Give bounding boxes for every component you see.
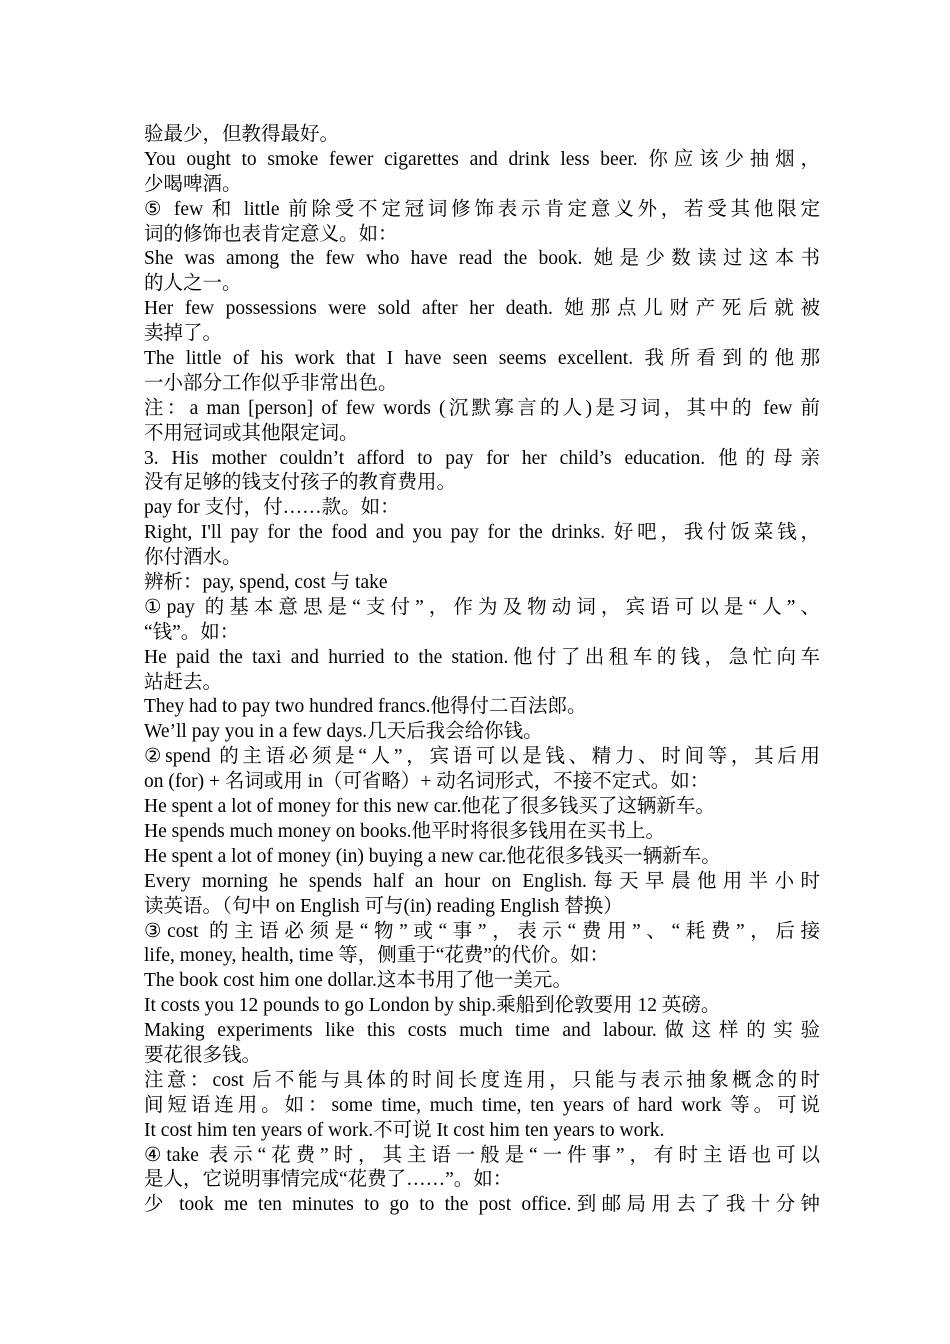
text-line: You ought to smoke fewer cigarettes and drink less beer. 你应该少抽烟， (144, 148, 820, 170)
text-line: He spent a lot of money (in) buying a new car.他花很多钱买一辆新车。 (144, 845, 721, 867)
document-body (144, 123, 820, 1218)
text-line: Every morning he spends half an hour on English.每天早晨他用半小时 (144, 870, 820, 892)
text-line: ①pay 的基本意思是“支付”，作为及物动词，宾语可以是“人”、 (144, 596, 820, 618)
text-line: She was among the few who have read the book. 她是少数读过这本书 (144, 248, 820, 270)
text-line: 一小部分工作似乎非常出色。 (144, 372, 398, 394)
text-line: life, money, health, time 等，侧重于“花费”的代价。如： (144, 945, 610, 967)
text-line: 3. His mother couldn’t afford to pay for her child’s education. 他的母亲 (144, 447, 820, 469)
text-line: It costs you 12 pounds to go London by ship.乘船到伦敦要用 12 英磅。 (144, 995, 721, 1017)
text-line: 注：a man [person] of few words (沉默寡言的人)是习词，其中的 few 前 (144, 397, 820, 419)
text-line: Her few possessions were sold after her death. 她那点儿财产死后就被 (144, 298, 820, 320)
text-line: 不用冠词或其他限定词。 (144, 422, 359, 444)
text-line: on (for) + 名词或用 in（可省略）+ 动名词形式，不接不定式。如： (144, 771, 710, 793)
text-line: Right, I'll pay for the food and you pay for the drinks. 好吧，我付饭菜钱， (144, 522, 820, 544)
text-line: 的人之一。 (144, 273, 242, 295)
text-line: 验最少，但教得最好。 (144, 124, 340, 145)
text-line: 你付酒水。 (144, 547, 242, 569)
text-line: 读英语。（句中 on English 可与(in) reading English 替换） (144, 895, 623, 917)
text-line: He spent a lot of money for this new car.他花了很多钱买了这辆新车。 (144, 796, 715, 818)
text-line: 卖掉了。 (144, 323, 223, 345)
text-line: pay for 支付，付……款。如： (144, 497, 400, 519)
text-line: The little of his work that I have seen seems excellent. 我所看到的他那 (144, 348, 820, 370)
text-line: He paid the taxi and hurried to the station.他付了出租车的钱，急忙向车 (144, 646, 820, 668)
text-line: 少 took me ten minutes to go to the post office.到邮局用去了我十分钟 (144, 1194, 820, 1216)
text-line: 间短语连用。如：some time, much time, ten years of hard work 等。可说 (144, 1094, 820, 1116)
text-line: 注意：cost 后不能与具体的时间长度连用，只能与表示抽象概念的时 (144, 1069, 820, 1091)
text-line: 站赶去。 (144, 671, 223, 693)
text-line: ④take 表示“花费”时，其主语一般是“一件事”，有时主语也可以 (144, 1144, 820, 1166)
text-line: 没有足够的钱支付孩子的教育费用。 (144, 472, 457, 494)
text-line: “钱”。如： (144, 621, 240, 643)
text-line: 词的修饰也表肯定意义。如： (144, 223, 398, 245)
text-line: 是人，它说明事情完成“花费了……”。如： (144, 1169, 513, 1191)
text-line: He spends much money on books.他平时将很多钱用在买书上。 (144, 820, 666, 842)
text-line: 要花很多钱。 (144, 1044, 262, 1066)
text-line: It cost him ten years of work.不可说 It cost him ten years to work. (144, 1119, 665, 1141)
text-line: The book cost him one dollar.这本书用了他一美元。 (144, 970, 572, 992)
text-line: ⑤ few 和 little 前除受不定冠词修饰表示肯定意义外，若受其他限定 (144, 198, 820, 220)
text-line: ③cost 的主语必须是“物”或“事”，表示“费用”、“耗费”，后接 (144, 920, 820, 942)
text-line: They had to pay two hundred francs.他得付二百法郎。 (144, 696, 587, 718)
text-line: 少喝啤酒。 (144, 173, 242, 195)
text-line: 辨析：pay, spend, cost 与 take (144, 572, 388, 594)
text-line: Making experiments like this costs much time and labour.做这样的实验 (144, 1020, 820, 1042)
text-line: We’ll pay you in a few days.几天后我会给你钱。 (144, 721, 543, 743)
text-line: ②spend 的主语必须是“人”，宾语可以是钱、精力、时间等，其后用 (144, 746, 820, 768)
